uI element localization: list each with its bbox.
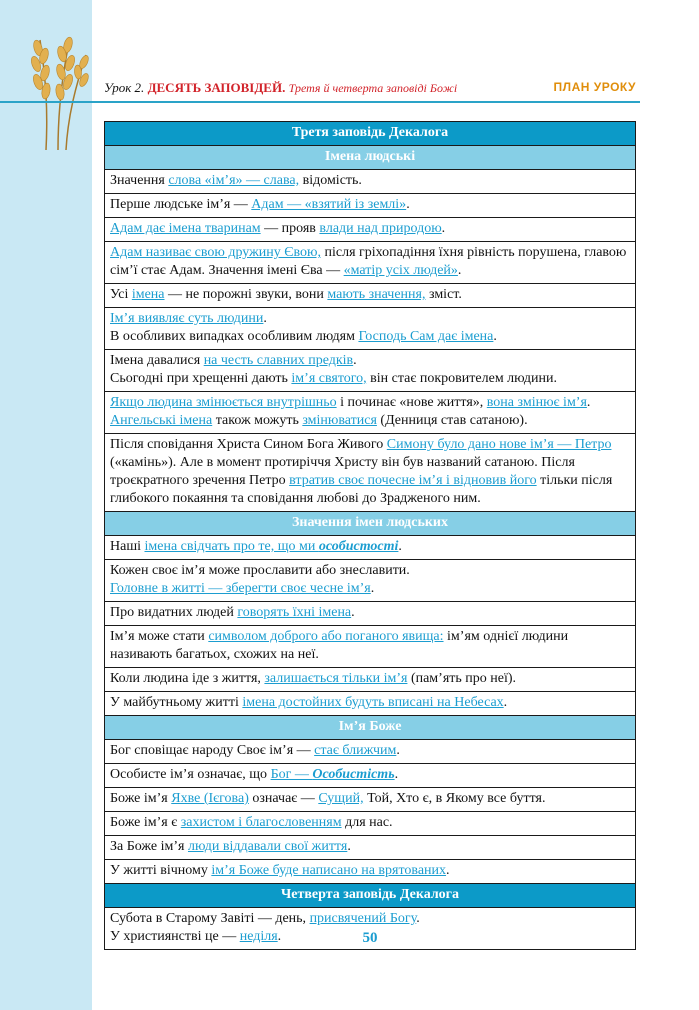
wheat-icon — [26, 30, 96, 150]
table-row: У житті вічному ім’я Боже буде написано на врятованих. — [105, 860, 636, 884]
table-row: Наші імена свідчать про те, що ми особистості. — [105, 536, 636, 560]
table-row: Адам дає імена тваринам — прояв влади над природою. — [105, 218, 636, 242]
table-row: Коли людина іде з життя, залишається тільки ім’я (пам’ять про неї). — [105, 668, 636, 692]
table-row: Адам називає свою дружину Євою, після гріхопадіння їхня рівність порушена, главою сім’ї стає Адам. Значення імені Єва — «матір усіх людей». — [105, 242, 636, 284]
lesson-title: ДЕСЯТЬ ЗАПОВІДЕЙ. — [147, 80, 286, 95]
section-header-third-commandment: Третя заповідь Декалога — [105, 122, 636, 146]
table-row: Бог сповіщає народу Своє ім’я — стає ближчим. — [105, 740, 636, 764]
header-divider — [0, 101, 640, 103]
lesson-subtitle: Третя й четверта заповіді Божі — [288, 81, 458, 95]
table-row: Ім’я може стати символом доброго або поганого явища: ім’ям однієї людини називають багатьох, схожих на неї. — [105, 626, 636, 668]
table-row: Ім’я виявляє суть людини. В особливих випадках особливим людям Господь Сам дає імена. — [105, 308, 636, 350]
table-row: Субота в Старому Завіті — день, присвячений Богу. У християнстві це — неділя. — [105, 908, 636, 950]
plan-label: ПЛАН УРОКУ — [553, 80, 636, 94]
table-row: Імена давалися на честь славних предків. Сьогодні при хрещенні дають ім’я святого, він стає покровителем людини. — [105, 350, 636, 392]
table-row: Боже ім’я Яхве (Ієгова) означає — Сущий, Той, Хто є, в Якому все буття. — [105, 788, 636, 812]
subsection-header-gods-name: Ім’я Боже — [105, 716, 636, 740]
page-header — [104, 80, 636, 98]
table-row: Боже ім’я є захистом і благословенням для нас. — [105, 812, 636, 836]
lesson-plan-table — [104, 121, 636, 950]
table-row: Значення слова «ім’я» — слава, відомість. — [105, 170, 636, 194]
subsection-header-human-names: Імена людські — [105, 146, 636, 170]
lesson-number: Урок 2. — [104, 80, 145, 95]
page-number: 50 — [362, 930, 378, 946]
table-row: Перше людське ім’я — Адам — «взятий із землі». — [105, 194, 636, 218]
side-strip — [0, 0, 92, 1010]
table-row: Усі імена — не порожні звуки, вони мають значення, зміст. — [105, 284, 636, 308]
table-row: У майбутньому житті імена достойних будуть вписані на Небесах. — [105, 692, 636, 716]
subsection-header-name-meaning: Значення імен людських — [105, 512, 636, 536]
table-row: За Боже ім’я люди віддавали свої життя. — [105, 836, 636, 860]
table-row: Про видатних людей говорять їхні імена. — [105, 602, 636, 626]
table-row: Особисте ім’я означає, що Бог — Особистість. — [105, 764, 636, 788]
table-row: Якщо людина змінюється внутрішньо і починає «нове життя», вона змінює ім’я. Ангельські імена також можуть змінюватися (Денниця став сатаною). — [105, 392, 636, 434]
table-row: Після сповідання Христа Сином Бога Живого Симону було дано нове ім’я — Петро («камінь»). Але в момент протиріччя Христу він був названий сатаною. Після троєкратного зречення Петро втратив своє почесне ім’я і відновив його тільки після глибокого покаяння та сповідання любові до Зрадженого ним. — [105, 434, 636, 512]
section-header-fourth-commandment: Четверта заповідь Декалога — [105, 884, 636, 908]
table-row: Кожен своє ім’я може прославити або знеславити. Головне в житті — зберегти своє чесне ім’я. — [105, 560, 636, 602]
